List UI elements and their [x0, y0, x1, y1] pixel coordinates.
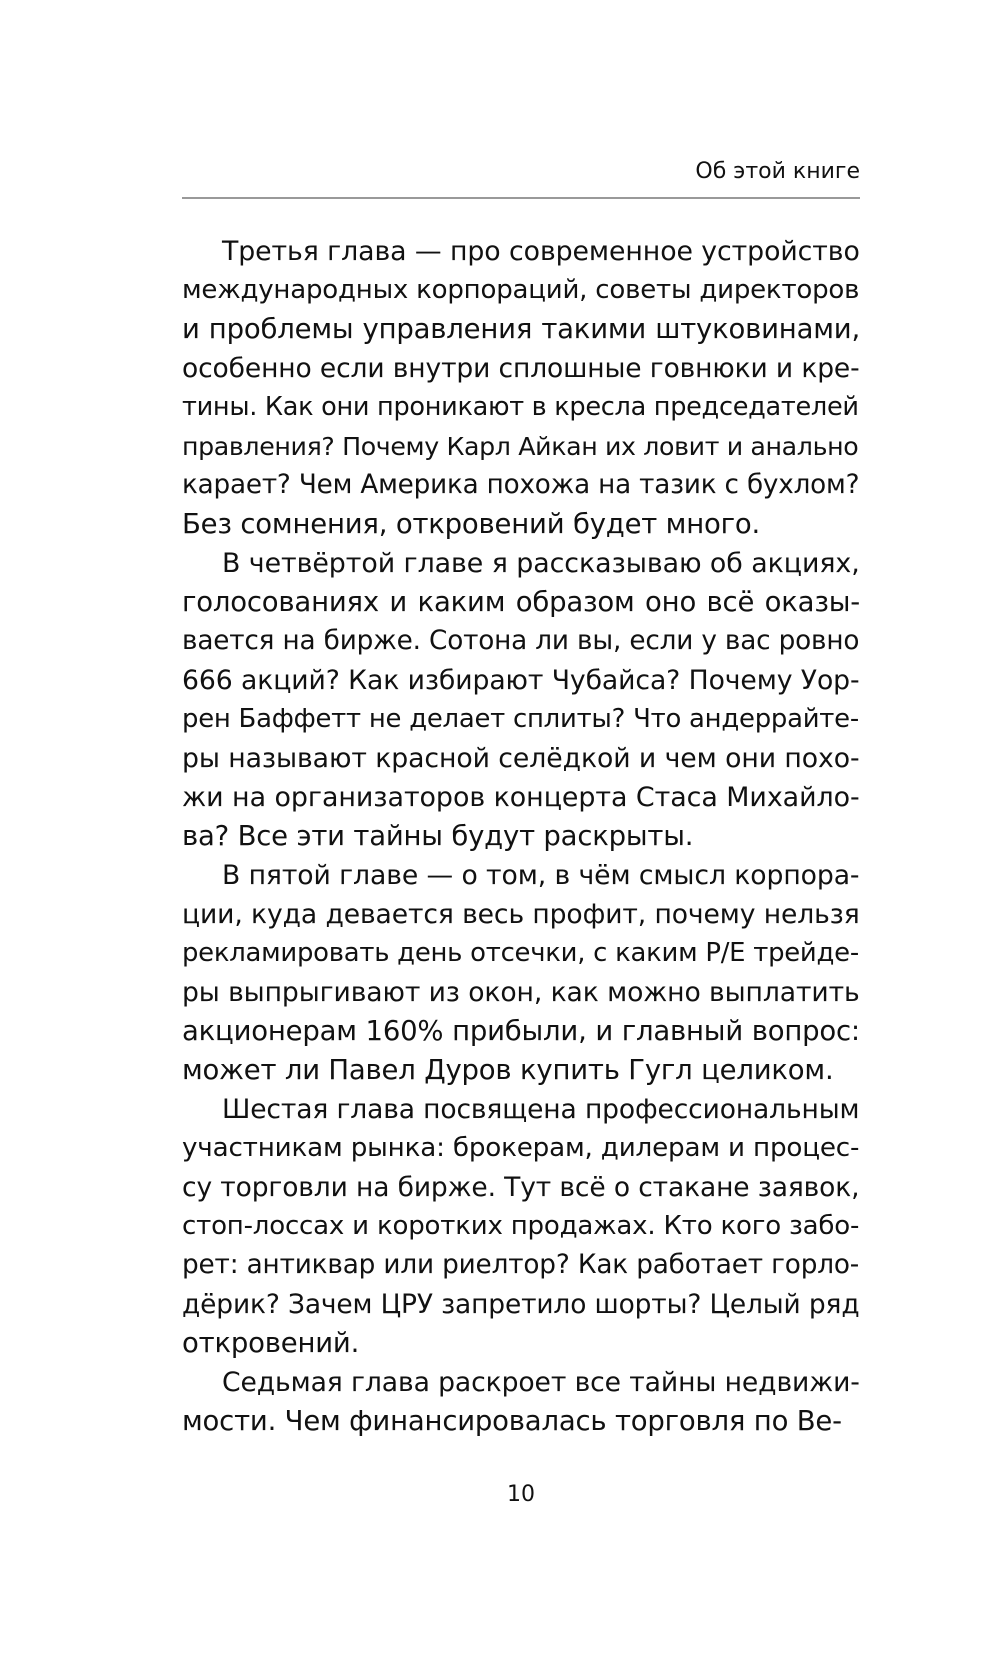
text-line: правления? Почему Карл Айкан их ловит и анально [182, 432, 859, 461]
text-line: Без сомнения, откровений будет много. [182, 508, 761, 540]
paragraph [182, 232, 860, 544]
text-line: международных корпораций, советы директоров [182, 275, 860, 305]
header-rule [182, 197, 860, 199]
text-line: ры называют красной селёдкой и чем они похо- [182, 743, 860, 774]
text-line: ции, куда девается весь профит, почему нельзя [182, 899, 860, 930]
text-line: рекламировать день отсечки, с каким P/E трейде- [182, 938, 859, 968]
text-line: Шестая глава посвящена профессиональным [222, 1094, 860, 1125]
paragraph [182, 1090, 860, 1363]
text-line: стоп-лоссах и коротких продажах. Кто кого забо- [182, 1211, 860, 1241]
text-line: су торговли на бирже. Тут всё о стакане заявок, [182, 1172, 860, 1203]
text-line: ры выпрыгивают из окон, как можно выплатить [182, 977, 860, 1008]
text-line: вается на бирже. Сотона ли вы, если у вас ровно [182, 626, 860, 656]
paragraph [182, 856, 860, 1090]
text-line: Седьмая глава раскроет все тайны недвижи- [222, 1367, 860, 1398]
text-line: В пятой главе — о том, в чём смысл корпора- [222, 860, 860, 891]
text-line: карает? Чем Америка похожа на тазик с бухлом? [182, 470, 860, 500]
text-line: дёрик? Зачем ЦРУ запретило шорты? Целый ряд [182, 1289, 860, 1320]
text-line: рен Баффетт не делает сплиты? Что андеррайте- [182, 704, 859, 734]
running-header: Об этой книге [695, 159, 860, 184]
text-line: откровений. [182, 1327, 360, 1359]
text-line: В четвёртой главе я рассказываю об акциях, [222, 548, 860, 579]
text-line: особенно если внутри сплошные говнюки и кре- [182, 353, 860, 384]
text-line: участникам рынка: брокерам, дилерам и процес- [182, 1133, 860, 1163]
paragraph [182, 544, 860, 856]
text-line: акционерам 160% прибыли, и главный вопрос: [182, 1015, 860, 1047]
text-line: голосованиях и каким образом оно всё оказы- [182, 586, 860, 618]
text-line: жи на организаторов концерта Стаса Михайло- [182, 782, 860, 813]
text-line: ва? Все эти тайны будут раскрыты. [182, 820, 694, 852]
paragraph [182, 1363, 860, 1441]
text-line: рет: антиквар или риелтор? Как работает горло- [182, 1250, 860, 1280]
body-text [182, 232, 860, 1441]
text-line: Третья глава — про современное устройство [222, 236, 860, 267]
text-line: тины. Как они проникают в кресла председателей [182, 392, 859, 422]
text-line: мости. Чем финансировалась торговля по Ве- [182, 1405, 842, 1437]
page-number: 10 [507, 1482, 535, 1507]
text-line: и проблемы управления такими штуковинами, [182, 313, 860, 345]
text-line: может ли Павел Дуров купить Гугл целиком. [182, 1054, 834, 1086]
text-line: 666 акций? Как избирают Чубайса? Почему Уор- [182, 665, 860, 696]
